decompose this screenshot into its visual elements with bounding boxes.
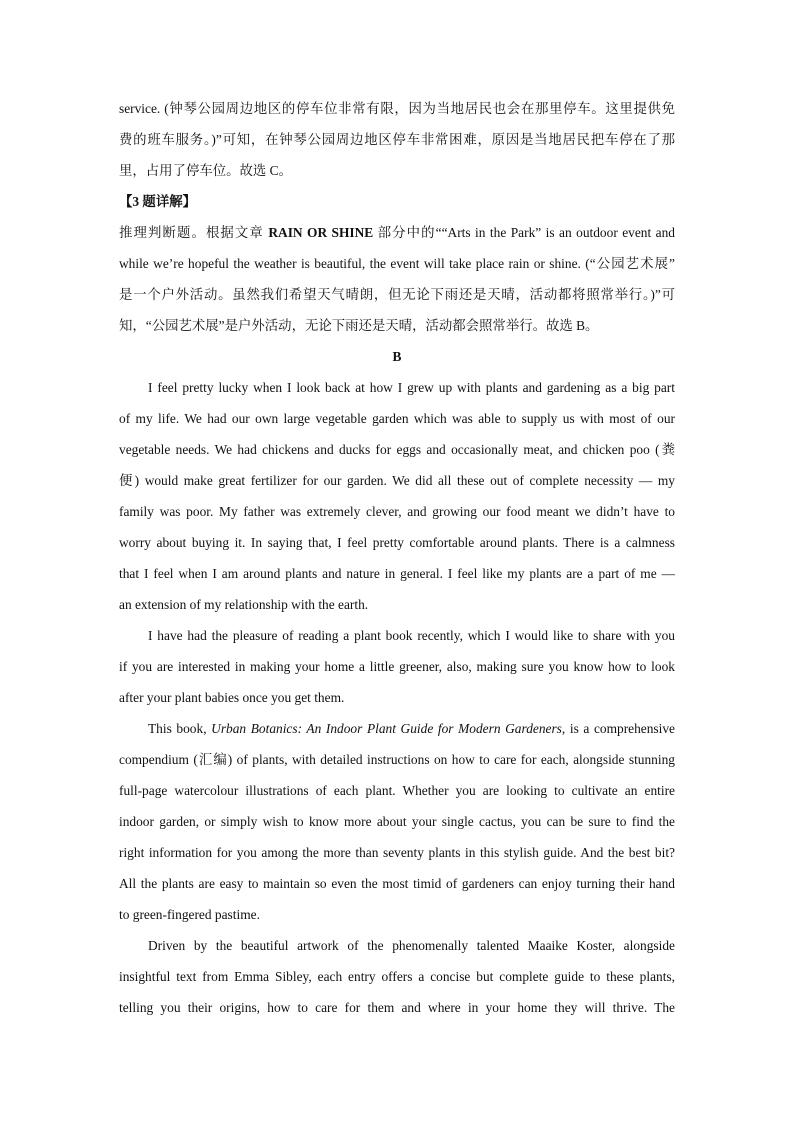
question-3-explanation-line [119, 217, 675, 248]
question-3-explanation-line: 知，“公园艺术展”是户外活动，无论下雨还是天晴，活动都会照常举行。故选 B。 [119, 318, 599, 333]
passage-line: compendium (汇编) of plants, with detailed instructions on how to care for each, alongside stunning [119, 752, 675, 767]
passage-line: after your plant babies once you get them. [119, 690, 345, 705]
passage-line: I have had the pleasure of reading a plant book recently, which I would like to share with you [148, 628, 675, 643]
question-3-heading: 【3 题详解】 [119, 194, 196, 209]
document-page [119, 93, 675, 1023]
section-title: B [392, 349, 402, 364]
answer-explanation-line: service. (钟琴公园周边地区的停车位非常有限，因为当地居民也会在那里停车。这里提供免 [119, 101, 675, 116]
answer-explanation-line: 费的班车服务。)”可知，在钟琴公园周边地区停车非常困难，原因是当地居民把车停在了那 [119, 132, 675, 147]
passage-line: full-page watercolour illustrations of each plant. Whether you are looking to cultivate an entire [119, 783, 675, 798]
explanation-text: 部分中的““Arts in the Park” is an outdoor event and [373, 225, 675, 240]
passage-line: right information for you among the more than seventy plants in this stylish guide. And the best bit? [119, 845, 675, 860]
passage-line: worry about buying it. In saying that, I feel pretty comfortable around plants. There is a calmness [119, 535, 675, 550]
passage-line: of my life. We had our own large vegetable garden which was able to supply us with most of our [119, 411, 675, 426]
passage-line: insightful text from Emma Sibley, each entry offers a concise but complete guide to these plants, [119, 969, 675, 984]
passage-line: family was poor. My father was extremely clever, and growing our food meant we didn’t have to [119, 504, 675, 519]
explanation-text: 推理判断题。根据文章 [119, 225, 269, 240]
passage-line: that I feel when I am around plants and nature in general. I feel like my plants are a part of me — [119, 566, 675, 581]
passage-line: to green-fingered pastime. [119, 907, 260, 922]
passage-line: 便) would make great fertilizer for our garden. We did all these out of complete necessity — my [119, 473, 675, 488]
passage-text: This book, [148, 721, 212, 736]
passage-line: indoor garden, or simply wish to know more about your single cactus, you can be sure to find the [119, 814, 675, 829]
passage-line: an extension of my relationship with the earth. [119, 597, 369, 612]
passage-line: if you are interested in making your home a little greener, also, making sure you know how to look [119, 659, 675, 674]
section-name-rain-or-shine: RAIN OR SHINE [268, 225, 374, 240]
passage-text: , is a comprehensive [561, 721, 675, 736]
question-3-explanation-line: while we’re hopeful the weather is beautiful, the event will take place rain or shine. (“公园艺术展” [119, 256, 675, 271]
question-3-explanation-line: 是一个户外活动。虽然我们希望天气晴朗，但无论下雨还是天晴，活动都将照常举行。)”可 [119, 287, 675, 302]
passage-line: telling you their origins, how to care for them and where in your home they will thrive. The [119, 1000, 675, 1015]
passage-line: I feel pretty lucky when I look back at how I grew up with plants and gardening as a big part [148, 380, 675, 395]
book-title: Urban Botanics: An Indoor Plant Guide for Modern Gardeners [211, 721, 562, 736]
passage-line [119, 713, 675, 744]
passage-line: All the plants are easy to maintain so even the most timid of gardeners can enjoy turning their hand [119, 876, 675, 891]
answer-explanation-line: 里，占用了停车位。故选 C。 [119, 163, 292, 178]
passage-line: Driven by the beautiful artwork of the phenomenally talented Maaike Koster, alongside [148, 938, 675, 953]
passage-line: vegetable needs. We had chickens and ducks for eggs and occasionally meat, and chicken poo (粪 [119, 442, 675, 457]
